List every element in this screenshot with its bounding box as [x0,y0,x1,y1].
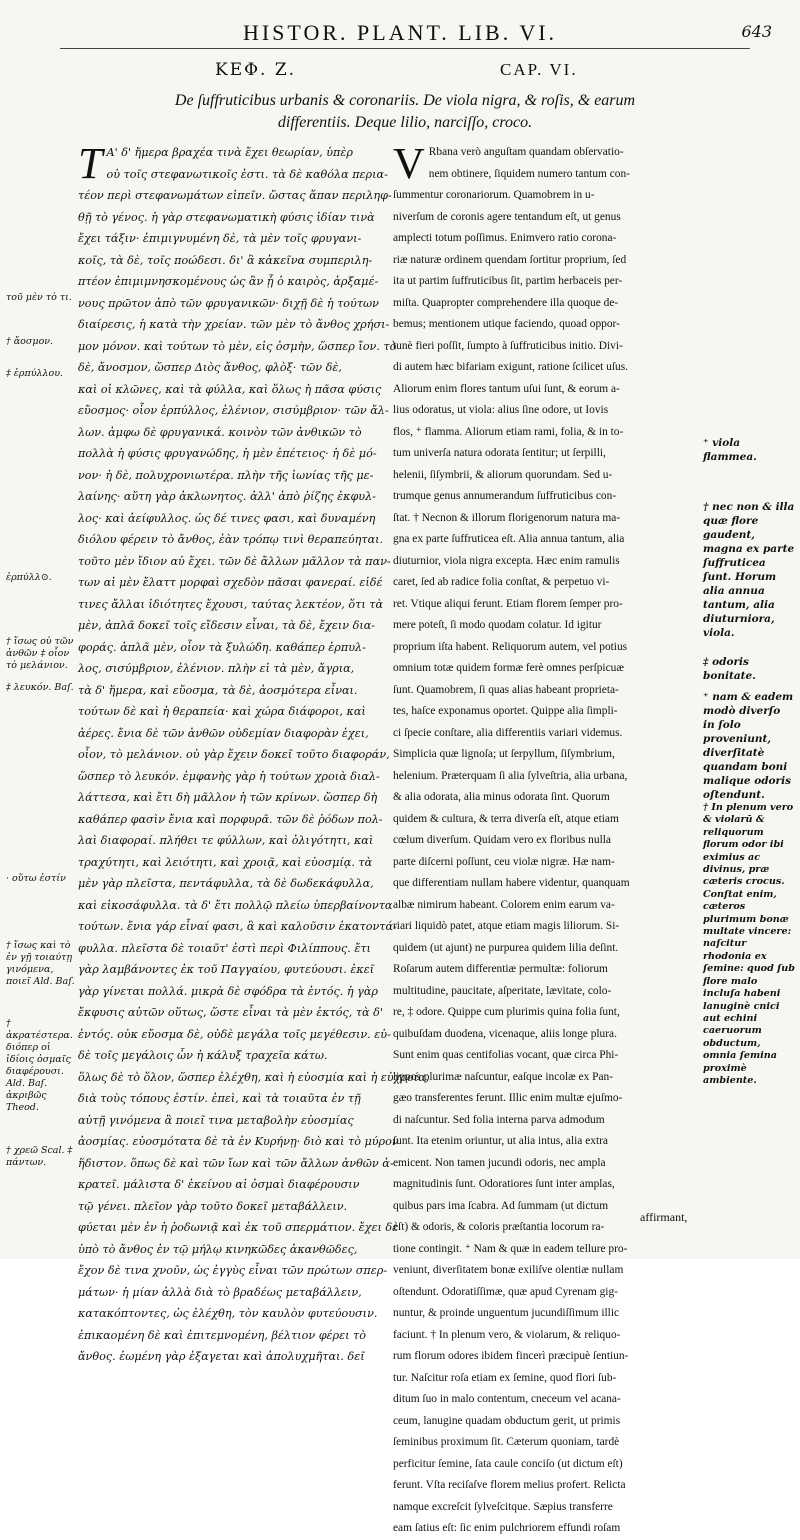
text-line: πτέον ἐπιμιμνησκομένους ὡς ἂν ᾖ ὁ καιρὸς, ἀρξαμέ- [78,275,379,288]
left-margin-note: ‡ ἑρπύλλου. [6,368,64,379]
text-line: νον· ἡ δὲ, πολυχρονιωτέρα. πλὴν τῆς ἰωνίας τῆς με- [78,468,374,482]
text-line: flos, ⁺ flamma. Aliorum etiam rami, folia, & in to- [393,425,624,438]
text-line: ci ſpecie conſtare, alia differentiis variari videmus. [393,726,623,739]
text-line: ἥδιστον. ὅπως δὲ καὶ τῶν ἴων καὶ τῶν ἄλλων ἀνθῶν ἀ- [78,1156,394,1170]
text-line: γὰρ λαμβάνοντες ἐκ τοῦ Παγγαίου, φυτεύουσι. ἐκεῖ [78,963,375,976]
text-line: νους πρῶτον ἀπὸ τῶν φρυγανικῶν· διχῇ δὲ ἡ τούτων [78,296,379,310]
text-line: οὐ τοῖς στεφανωτικοῖς ἐστι. τὰ δὲ καθόλα περια- [106,167,388,181]
text-line: ditum ſuo in malo contentum, cneceum vel acana- [393,1393,621,1405]
text-line: quidem (ut ajunt) ne purpurea quidem lilia deſint. [393,941,619,954]
text-line: Aliorum enim flores tantum uſui ſunt, & eorum a- [393,382,620,395]
page-number: 643 [741,22,772,41]
text-line: Roſarum autem differentiæ permultæ: foliorum [393,963,608,975]
text-line: diuturnior, viola nigra excepta. Hæc enim ramulis [393,554,620,567]
text-line: κατακόπτοντες, ὡς ἐλέχθη, τὸν καυλὸν φυτεύουσιν. [78,1307,378,1320]
text-line: gæo transferentes ferunt. Illic enim multæ ejuſmo- [393,1092,623,1104]
drop-cap-latin: V [393,139,425,188]
text-line: ὥσπερ τὸ λευκόν. ἐμφανὴς γὰρ ἡ τούτων χροιὰ διαλ- [78,769,380,783]
text-line: ſunt. Quamobrem, ſi quas alias habeant proprieta- [393,683,619,696]
text-line: μὲν, ἁπλᾶ δοκεῖ τοῖς εἴδεσιν εἶναι, τὰ δὲ, ἔχειν δια- [78,619,376,632]
text-line: ἐπικαομένη δὲ καὶ ἐπιτεμνομένη, βέλτιον φέρει τὸ [78,1328,366,1342]
text-line: helenii, ſiſymbrii, & aliorum quorundam. Sed u- [393,468,613,481]
text-line: των αἱ μὲν ἔλαττ μορφαὶ σχεδὸν πᾶσαι φανεραί. εἰδέ [78,576,383,589]
header-rule [60,48,750,49]
left-margin-note: † ἴσως καὶ τὸ ἐν γῇ τοιαύτῃ γινόμενα, ποιεῖ Ald. Baſ. [6,940,75,987]
text-line: & alia odorata, alia minus odorata ſint. Quorum [393,791,610,803]
text-line: τούτων δὲ καὶ ἡ θεραπεία· καὶ χώρα διάφοροι, καὶ [78,705,366,718]
text-line: ſeminibus proximum ſit. Cæterum quoniam, tardè [393,1436,620,1448]
text-line: οἷον, τὸ μελάνιον. οὐ γὰρ ἔχειν δοκεῖ τοῦτο διαφοράν, [78,748,390,761]
text-line: trumque genus annumerandum ſuffruticibus con- [393,490,617,502]
text-line: di naſcuntur. Sed folia interna parva admodum [393,1113,605,1126]
text-line: κρατεῖ. μάλιστα δ' ἐκείνου αἱ ὀσμαὶ διαφέρουσιν [78,1178,360,1191]
greek-text-column [78,139,430,1368]
text-line: τραχύτητι, καὶ λειότητι, καὶ χροιᾷ, καὶ εὐοσμίᾳ. τὰ [78,855,373,869]
text-line: ret. Vtique aliqui ferunt. Etiam florem ſemper pro- [393,597,623,610]
left-margin-note: · οὕτω ἐστίν [6,873,66,884]
text-line: quidem & cultura, & terra diverſa eſt, atque etiam [393,812,619,825]
text-line: φοράς. ἁπλᾶ μὲν, οἷον τὰ ξυλώδη. καθάπερ ἑρπυλ- [78,640,366,654]
text-line: μὲν γὰρ πλεῖστα, πεντάφυλλα, τὰ δὲ δωδεκάφυλλα, [78,877,374,890]
text-line: ita ut partim ſuffruticibus ſit, partim herbaceis per- [393,275,623,287]
text-line: γὰρ γίνεται πολλά. μικρὰ δὲ σφόδρα τὰ ἐντός. ἡ γὰρ [78,984,378,998]
left-margin-note: † ἀκρατέστερα. διόπερ οἱ ἰδίοις ὀσμαῖς διαφέρουσι. Ald. Baſ. ἀκριβῶς Theod. [6,1018,73,1113]
text-line: ἀέρες. ἔνια δὲ τῶν ἀνθῶν οὐδεμίαν διαφορὰν ἐχει, [78,726,369,740]
text-line: eam ſatius eſt: ſic enim pulchriorem effundi roſam [393,1522,621,1534]
text-line: τινες ἄλλαι ἰδιότητες ἔχουσι, ταύτας λεκτέον, ὅτι τὰ [78,597,384,611]
text-line: gna ex parte ſuffruticea eſt. Alia annua tantum, alia [393,533,625,545]
text-line: amplecti totum poſſimus. Enimvero ratio corona- [393,232,617,244]
text-line: albæ nimirum habeant. Colorem enim earum va- [393,898,615,911]
text-line: nem obtinere, ſiquidem numero tantum con- [428,167,630,180]
text-line: Rbana verò anguſtam quandam obſervatio- [428,146,624,158]
text-line: helenium. Præterquam ſi alia ſylveſtria, alia urbana, [393,769,628,782]
text-line: lippos plurimæ naſcuntur, eaſque incolæ ex Pan- [393,1070,614,1083]
catchword: affirmant, [640,1210,688,1224]
drop-cap-greek: Τ [78,139,103,188]
text-line: mere poteſt, ſi modo quodam colatur. Id igitur [393,619,602,631]
text-line: φύεται μὲν ἐν ἡ ῥοδωνιᾷ καὶ ἐκ τοῦ σπερμάτιον. ἔχει δὲ [78,1221,399,1234]
text-line: namque excreſcit ſylveſcitque. Sæpius transferre [393,1500,613,1513]
running-title: HISTOR. PLANT. LIB. VI. [242,20,558,45]
text-line: καὶ οἱ κλῶνες, καὶ τὰ φύλλα, καὶ ὅλως ἡ πᾶσα φύσις [78,382,382,396]
text-line: di autem hæc bifariam exigunt, ratione ſcilicet uſus. [393,361,629,373]
text-line: τούτων. ἔνια γάρ εἶναί φασι, ἃ καὶ καλοῦσιν ἑκατοντά- [78,920,397,933]
text-line: διὰ τοὺς τόπους ἐστίν. ἐπεὶ, καὶ τὰ τοιαῦτα ἐν τῇ [78,1092,361,1105]
text-line: ἔχον δὲ τινα χνοῦν, ὡς ἐγγὺς εἶναι τῶν πρώτων σπερ- [78,1264,388,1277]
text-line: multitudine, paucitate, aſperitate, lævitate, colo- [393,984,612,997]
text-line: tione contingit. ⁺ Nam & quæ in eadem tellure pro- [393,1242,628,1255]
chapter-title-line: differentiis. Deque lilio, narciſſo, croco. [277,114,533,131]
left-margin-note: ‡ λευκόν. Baſ. [6,682,74,693]
text-line: δὲ τοῖς μεγάλοις ὧν ἡ κάλυξ τραχεῖα κάτω. [78,1049,328,1062]
left-margin-note: τοῦ μὲν τὸ τι. [6,292,72,303]
text-line: πολλὰ ἡ φύσις φρυγανώδης, ἡ μὲν ἐπέτειος· ἡ δὲ μό- [78,447,377,460]
text-line: tes, haſce exponamus oportet. Quippe alia ſimpli- [393,705,618,717]
text-line: λάττεσα, καὶ ἔτι δὴ μᾶλλον ἡ τῶν κρίνων. ὥσπερ δὴ [78,791,378,804]
text-line: ἄνθος. ἐωμένη γὰρ ἐξαγεται καὶ ἀπολυχμῆται. δεῖ [78,1350,365,1363]
text-line: re, ‡ odore. Quippe cum plurimis quina folia ſunt, [393,1006,620,1018]
text-line: καὶ εἰκοσάφυλλα. τὰ δ' ἔτι πολλῷ πλείω ὑπερβαίνοντα [78,898,393,912]
text-line: μάτων· ἡ μίαν ἀλλὰ διὰ τὸ βραδέως μεταβάλλειν, [78,1285,362,1299]
text-line: ferunt. Vſta reciſaſve florem melius profert. Relicta [393,1479,626,1491]
text-line: λαίνης· αὕτη γὰρ ἀκλωνητος. ἀλλ' ἀπὸ ῥίζης ἐκφυλ- [78,490,376,503]
left-margin-note: † χρεῶ Scal. ‡ πάντων. [6,1145,73,1168]
text-line: ὑπὸ τὸ ἄνθος ἐν τῷ μήλῳ κινηκῶδες ἀκανθῶδες, [78,1242,358,1256]
text-line: caret, ſed ab radice folia conſtat, & perpetuo vi- [393,576,610,588]
left-margin-note: ἑρπύλλ⊙. [6,572,52,583]
text-line: quibus pars ima ſcabra. Ad ſummam (ut dictum [393,1199,609,1212]
text-line: καθάπερ φασὶν ἔνια καὶ πορφυρᾶ. τῶν δὲ ῥόδων πολ- [78,812,383,826]
text-line: φυλλα. πλεῖστα δὲ τοιαῦτ' ἐστὶ περὶ Φιλίππους. ἔτι [78,941,371,955]
text-line: emicent. Non tamen jucundi odoris, nec ampla [393,1156,606,1169]
text-line: perficitur ſemine, ſata caule conciſo (ut dictum eſt) [393,1457,623,1470]
text-line: niverſum de coronis agere tentandum eſt, ut genus [393,210,621,223]
text-line: riæ naturæ ordinem quendam ſortitur proprium, ſed [393,253,627,266]
text-line: αὐτῇ γινόμενα ἃ ποιεῖ τινα μεταβολὴν εὐοσμίας [78,1113,354,1127]
left-margin-note: † ἴσως οὐ τῶν ἀνθῶν ‡ οἷον τὸ μελάνιον. [6,636,74,671]
chapter-title [105,90,705,134]
text-line: parte diſcerni poſſunt, ceu violæ nigræ. Hæ nam- [393,855,615,868]
text-line: τοῦτο μὲν ἴδιον αὐ ἔχει. τῶν δὲ ἄλλων μᾶλλον τὰ παν- [78,554,391,568]
text-line: faciunt. † In plenum vero, & violarum, & reliquo- [393,1328,621,1341]
text-line: que differentiam nullam habere videntur, quanquam [393,877,630,889]
text-line: veniunt, diverſitatem bonæ exiliſve olentiæ nullam [393,1264,624,1276]
text-line: τέον περὶ στεφανωμάτων εἰπεῖν. ὥστας ἅπαν περιληφ- [78,189,392,202]
text-line: ſtat. † Necnon & illorum florigenorum natura ma- [393,511,621,524]
text-line: λος, σισύμβριον, ἑλένιον. πλὴν εἰ τὰ μὲν, ἄγρια, [78,662,355,675]
text-line: bemus; mentionem utique faciendo, quoad oppor- [393,318,620,330]
text-line: miſta. Quapropter comprehendere illa quoque de- [393,296,619,309]
text-line: magnitudinis ſunt. Odoratiores ſunt inter amplas, [393,1178,615,1190]
text-line: ſummentur coronariorum. Quamobrem in u- [393,189,595,201]
text-line: ceum, lanugine quadam obductum gerit, ut primis [393,1414,621,1427]
text-line: nuntur, & proinde unguentum jucundiſſimum illic [393,1307,620,1319]
text-line: ἔκφυσις αὐτῶν οὕτως, ὥστε εἶναι τὰ μὲν ἐκτός, τὰ δ' [78,1006,383,1019]
text-line: λος· καὶ ἀείφυλλος. ὡς δέ τινες φασι, καὶ δυναμένη [78,511,376,525]
text-line: ſunt. Ita etenim oriuntur, ut alia intus, alia extra [393,1135,608,1147]
chapter-heading-latin: CAP. VI. [500,60,578,79]
text-line: Sunt enim quas centifolias vocant, quæ circa Phi- [393,1049,619,1061]
text-line: eſt) & odoris, & coloris præſtantia locorum ra- [393,1221,605,1233]
text-line: διαίρεσις, ἡ κατὰ τὴν χρείαν. τῶν μὲν τὸ ἄνθος χρήσι- [78,318,390,331]
text-line: λαὶ διαφοραί. πλήθει τε φύλλων, καὶ ὀλιγότητι, καὶ [78,834,374,847]
latin-text-column [393,139,698,1540]
text-line: ὅλως δὲ τὸ ὅλον, ὥσπερ ἐλέχθη, καὶ ἡ εὐοσμία καὶ ἡ εὐχροία, [78,1070,430,1084]
text-line: τῷ γένει. πλεῖον γὰρ τοῦτο δοκεῖ μεταβάλλειν. [78,1199,348,1213]
text-line: θῇ τὸ γένος. ἡ γὰρ στεφανωματικὴ φύσις ἰδίαν τινὰ [78,210,375,224]
right-margin-note: ⁺ nam & eadem modò diverſo in ſolo proveniunt, diverſitatè quandam boni malique odoris oſtendunt. [703,691,794,801]
chapter-heading-greek: ΚΕΦ. Ζ. [215,60,297,80]
text-line: τὰ δ' ἥμερα, καὶ εὔοσμα, τὰ δὲ, ἀοσμότερα εἶναι. [78,683,358,697]
text-line: ἐντός. οὐκ εὔοσμα δὲ, οὐδὲ μεγάλα τοῖς μεγέθεσιν. εὐ- [78,1027,391,1041]
text-line: Α' δ' ἤμερα βραχέα τινὰ ἔχει θεωρίαν, ὑπὲρ [106,146,353,159]
text-line: rum florum odores ibidem fincerì præcipuè ſentiun- [393,1350,629,1362]
text-line: κοῖς, τὰ δὲ, τοῖς ποώδεσι. δι' ἃ κἀκεῖνα συμπεριλη- [78,253,373,267]
text-line: quibuſdam duodena, vicenaque, aliis longe plura. [393,1027,617,1040]
text-line: oſtendunt. Odoratiſſimæ, quæ apud Cyrenam gig- [393,1285,618,1298]
right-margin-note: † In plenum vero & violarū & reliquorum florum odor ibi eximius ac divinus, præ cæteris crocus. Conſtat enim, cæteros plurimum bonæ multate vincere: naſcitur rhodonia ex ſemine: quod ſub flore malo incluſa habeni lanuginè cnici aut echini caeruorum obductum, omnia ſemina proximè ambiente. [703,802,795,1086]
text-line: cœlum diverſum. Quidam vero ex floribus nulla [393,834,611,846]
text-line: omnium totæ quidem formæ ferè omnes perſpicuæ [393,662,624,674]
text-line: μον μόνον. καὶ τούτων τὸ μὲν, εἰς ὀσμὴν, ὥσπερ ἴον. τὸ [78,339,397,353]
text-line: δὲ, ἄνοσμον, ὥσπερ Διὸς ἄνθος, φλὸξ· τῶν δὲ, [78,361,342,374]
text-line: tum univerſa natura odorata ſentitur; ut ſerpilli, [393,447,606,459]
text-line: proprium iſta habent. Reliquorum autem, vel potius [393,640,628,653]
right-margin-note: † nec non & illa quæ flore gaudent, magna ex parte ſuffruticea ſunt. Horum alia annua tantum, alia diuturniora, viola. [703,501,795,639]
text-line: Simplicia quæ lignoſa; ut ſerpyllum, ſiſymbrium, [393,748,615,760]
text-line: tur. Naſcitur roſa etiam ex ſemine, quod flori ſub- [393,1371,617,1384]
right-margin-note: ⁺ viola flammea. [703,437,757,463]
left-margin-note: † ἄοσμον. [6,336,54,347]
text-line: διόλου φέρειν τὸ ἄνθος, ἐὰν τρόπῳ τινὶ θεραπεύηται. [78,533,384,546]
text-line: λων. ἀμφω δὲ φρυγανικά. κοινὸν τῶν ἀνθικῶν τὸ [78,425,362,439]
text-line: ἔχει τάξιν· ἐπιμιγνυμένη δὲ, τὰ μὲν τοῖς φρυγανι- [78,232,362,245]
text-line: tunè fieri poſſit, ſumpto à ſuffruticibus initio. Divi- [393,339,623,352]
text-line: lius odoratus, ut viola: alius ſine odore, ut Iovis [393,404,609,416]
text-line: ἀοσμίας. εὐοσμότατα δὲ τὰ ἐν Κυρήνῃ· διὸ καὶ τὸ μύρον [78,1135,399,1148]
text-line: riari liquidò patet, atque etiam magis liliorum. Si- [393,920,620,932]
right-margin-note: ‡ odoris bonitate. [703,656,756,682]
text-line: εὔοσμος· οἷον ἑρπύλλος, ἑλένιον, σισύμβριον· τῶν ἄλ- [78,404,389,417]
chapter-title-line: De ſuffruticibus urbanis & coronariis. De viola nigra, & roſis, & earum [174,92,636,109]
